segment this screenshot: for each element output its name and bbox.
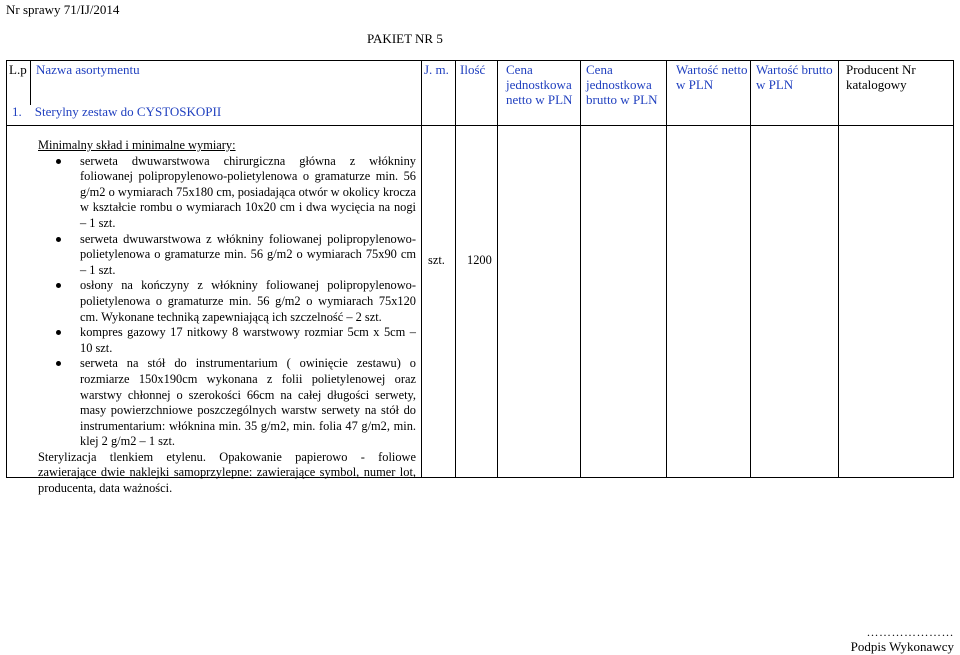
row-title bbox=[12, 104, 221, 120]
header-name: Nazwa asortymentu bbox=[36, 62, 140, 77]
list-item: serweta na stół do instrumentarium ( owinięcie zestawu) o rozmiarze 150x190cm wykonana z folii polietylenowej oraz warstwy chłonnej o szerokości 66cm na całej długości serwety, masy powierzchniowe poszczególnych warstw serwety na stół do instrumentarium: włóknina min. 35 g/m2, min. folia 47 g/m2, min. klej 2 g/m2 – 1 szt. bbox=[80, 356, 416, 449]
list-item: serweta dwuwarstwowa chirurgiczna główna z włókniny foliowanej polipropylenowo-polietylenowa o gramaturze min. 56 g/m2 o wymiarach 75x180 cm, posiadająca otwór w okolicy krocza w kształcie rombu o wymiarach 10x20 cm i dwa wycięcia na nogi – 1 szt. bbox=[80, 153, 416, 230]
header-gross-price: Cena jednostkowa brutto w PLN bbox=[586, 62, 658, 107]
row-description bbox=[38, 138, 416, 497]
list-item: osłony na kończyny z włókniny foliowanej polipropylenowo-polietylenowa o gramaturze min. 56 g/m2 o wymiarach 75x120 cm. Wykonane techniką zapewniającą ich szczelność – 2 szt. bbox=[80, 278, 416, 324]
col-border bbox=[750, 60, 751, 478]
col-border bbox=[580, 60, 581, 478]
package-title: PAKIET NR 5 bbox=[367, 31, 443, 46]
row-qty: 1200 bbox=[467, 253, 492, 267]
header-gross-value: Wartość brutto w PLN bbox=[756, 62, 833, 92]
row-unit: szt. bbox=[428, 253, 445, 267]
header-producer: Producent Nr katalogowy bbox=[846, 62, 916, 92]
sterilization-note: Sterylizacja tlenkiem etylenu. Opakowanie papierowo - foliowe zawierające dwie naklejki samoprzylepne: zawierające symbol, numer lot, producenta, data ważności. bbox=[38, 449, 416, 496]
col-border bbox=[838, 60, 839, 478]
col-border bbox=[6, 60, 7, 478]
list-item: kompres gazowy 17 nitkowy 8 warstwowy rozmiar 5cm x 5cm – 10 szt. bbox=[80, 325, 416, 355]
col-border bbox=[953, 60, 954, 478]
header-unit: J. m. bbox=[424, 62, 449, 77]
header-qty: Ilość bbox=[460, 62, 486, 77]
header-net-price: Cena jednostkowa netto w PLN bbox=[506, 62, 573, 107]
list-item: serweta dwuwarstwowa z włókniny foliowanej polipropylenowo-polietylenowa o gramaturze min. 56 g/m2 o wymiarach 75x90 cm – 1 szt. bbox=[80, 231, 416, 277]
table-top-border bbox=[6, 60, 954, 61]
col-border bbox=[666, 60, 667, 478]
col-border bbox=[497, 60, 498, 478]
component-list bbox=[38, 154, 416, 450]
signature-line: ………………… bbox=[866, 625, 954, 639]
signature-label: Podpis Wykonawcy bbox=[850, 639, 954, 654]
header-lp: L.p bbox=[9, 62, 27, 77]
col-border bbox=[421, 60, 422, 478]
header-row-border bbox=[6, 125, 954, 126]
col-border bbox=[30, 60, 31, 105]
minimal-composition-heading: Minimalny skład i minimalne wymiary: bbox=[38, 138, 236, 152]
row-title-text: Sterylny zestaw do CYSTOSKOPII bbox=[34, 104, 222, 119]
col-border bbox=[455, 60, 456, 478]
case-number: Nr sprawy 71/IJ/2014 bbox=[6, 2, 120, 17]
row-number: 1. bbox=[12, 104, 22, 119]
header-net-value: Wartość netto w PLN bbox=[676, 62, 748, 92]
